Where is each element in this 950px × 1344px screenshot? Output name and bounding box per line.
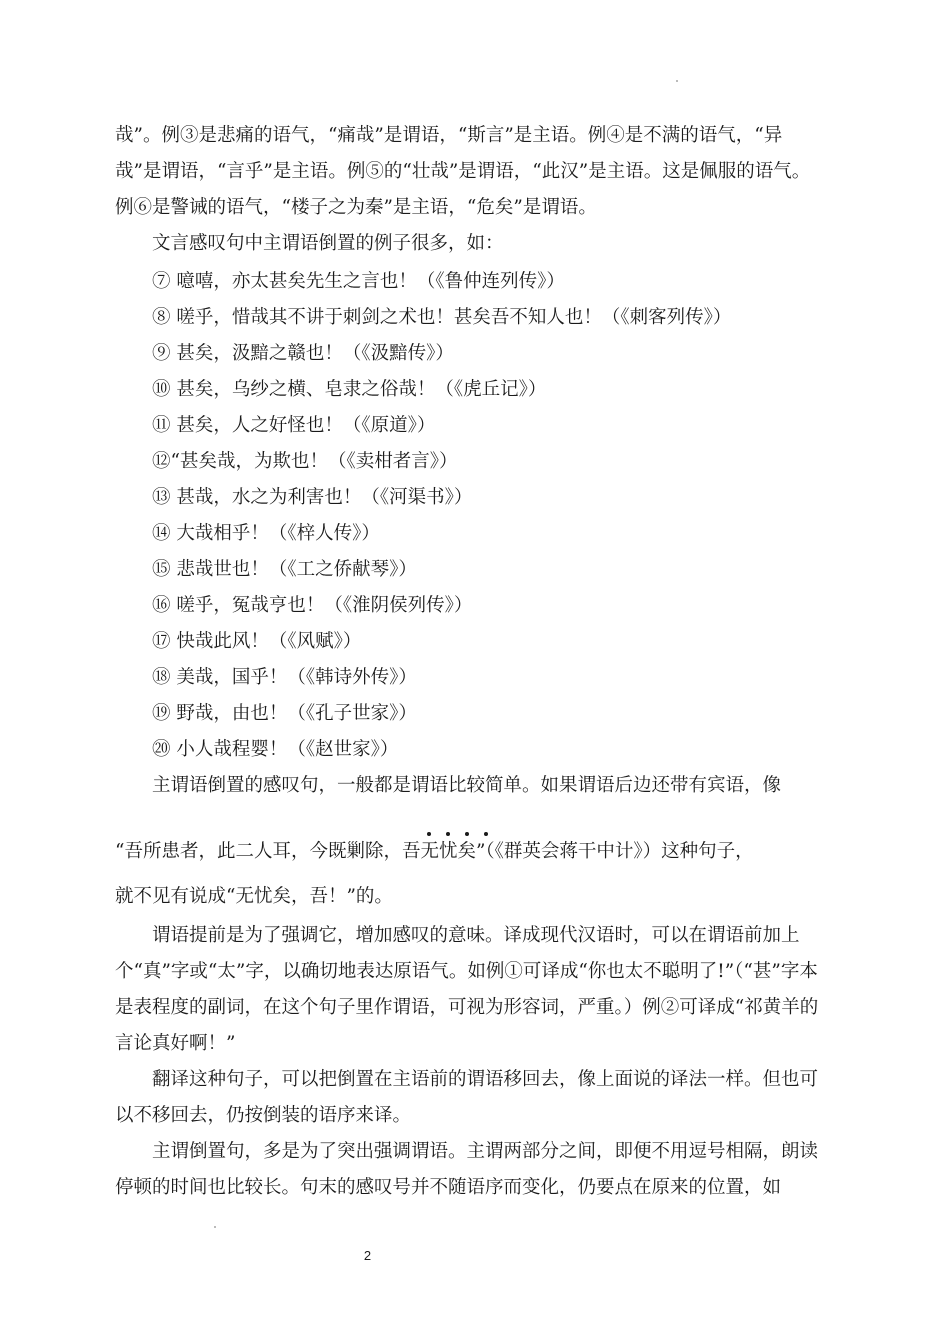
paragraph-1: 哉”。例③是悲痛的语气，“痛哉”是谓语，“斯言”是主语。例④是不满的语气，“异哉”是谓语，“言乎”是主语。例⑤的“壮哉”是谓语，“此汉”是主语。这是佩服的语气。例⑥是警诫的语气，“楼子之为秦”是主语，“危矣”是谓语。 [115, 125, 811, 218]
scan-speck [214, 1226, 216, 1228]
example-17: ⑰ 快哉此风！（《风赋》） [152, 631, 362, 652]
example-15: ⑮ 悲哉世也！（《工之侨献琴》） [152, 559, 417, 580]
example-11: ⑪ 甚矣，人之好怪也！（《原道》） [152, 415, 436, 436]
example-10: ⑩ 甚矣，乌纱之横、皂隶之俗哉！（《虎丘记》） [152, 379, 547, 400]
scan-speck [676, 80, 678, 82]
example-14: ⑭ 大哉相乎！（《梓人传》） [152, 523, 380, 544]
example-18: ⑱ 美哉，国乎！（《韩诗外传》） [152, 667, 417, 688]
example-16: ⑯ 嗟乎，冤哉亨也！（《淮阴侯列传》） [152, 595, 473, 616]
example-8: ⑧ 嗟乎，惜哉其不讲于刺剑之术也！甚矣吾不知人也！（《刺客列传》） [152, 307, 732, 328]
paragraph-8: 主谓倒置句，多是为了突出强调谓语。主谓两部分之间，即便不用逗号相隔，朗读停顿的时间也比较长。句末的感叹号并不随语序而变化，仍要点在原来的位置，如 [115, 1141, 819, 1198]
example-7: ⑦ 噫嘻，亦太甚矣先生之言也！（《鲁仲连列传》） [152, 271, 565, 292]
page-number: 2 [363, 1248, 372, 1263]
example-9: ⑨ 甚矣，汲黯之赣也！（《汲黯传》） [152, 343, 454, 364]
example-19: ⑲ 野哉，由也！（《孔子世家》） [152, 703, 417, 724]
paragraph-5: 就不见有说成“无忧矣，吾！”的。 [115, 886, 393, 907]
example-12: ⑫“甚矣哉，为欺也！（《卖柑者言》） [152, 451, 458, 472]
paragraph-6: 谓语提前是为了强调它，增加感叹的意味。译成现代汉语时，可以在谓语前加上个“真”字或“太”字，以确切地表达原语气。如例①可译成“你也太不聪明了!”（“甚”字本是表程度的副词，在这个句子里作谓语，可视为形容词，严重。）例②可译成“祁黄羊的言论真好啊！” [115, 925, 819, 1054]
paragraph-2: 文言感叹句中主谓语倒置的例子很多，如： [152, 233, 504, 254]
example-13: ⑬ 甚哉，水之为利害也！（《河渠书》） [152, 487, 473, 508]
paragraph-4: “吾所患者，此二人耳，今既剿除，吾无忧矣”（《群英会蒋干中计》）这种句子， [115, 841, 754, 862]
paragraph-3: 主谓语倒置的感叹句，一般都是谓语比较简单。如果谓语后边还带有宾语，像 [152, 775, 782, 796]
example-20: ⑳ 小人哉程婴！（《赵世家》） [152, 739, 399, 760]
paragraph-7: 翻译这种句子，可以把倒置在主语前的谓语移回去，像上面说的译法一样。但也可以不移回去，仍按倒装的语序来译。 [115, 1069, 819, 1126]
